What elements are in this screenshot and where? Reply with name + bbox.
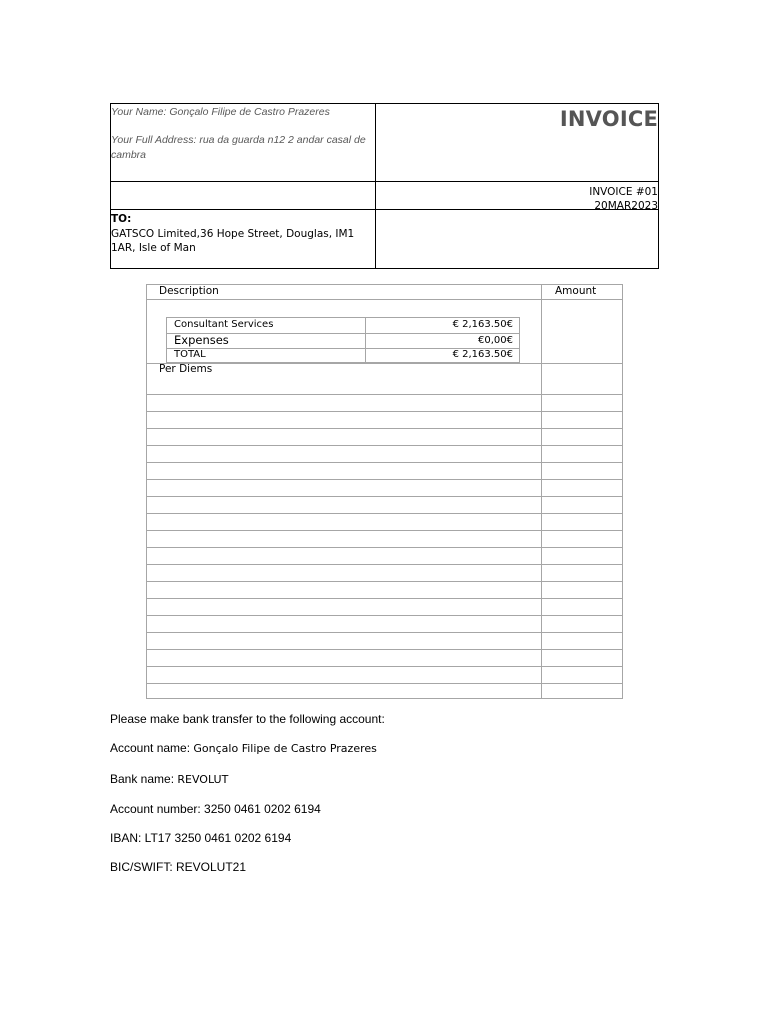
bank-name-value: REVOLUT [177, 773, 229, 786]
row-divider [147, 564, 622, 565]
to-label: TO: [111, 213, 132, 225]
item-label: Consultant Services [174, 319, 274, 330]
account-name-value: Gonçalo Filipe de Castro Prazeres [193, 742, 377, 755]
item-row [167, 348, 519, 362]
row-divider [147, 547, 622, 548]
item-row [167, 318, 519, 333]
row-divider [147, 513, 622, 514]
item-value: € 2,163.50€ [452, 349, 513, 360]
row-divider [147, 666, 622, 667]
row-divider [147, 445, 622, 446]
item-value: € 2,163.50€ [452, 319, 513, 330]
row-divider [147, 649, 622, 650]
row-divider [147, 428, 622, 429]
invoice-header [110, 103, 659, 269]
description-header: Description [159, 285, 219, 297]
header-divider [147, 299, 622, 300]
invoice-number: INVOICE #01 [589, 186, 658, 198]
account-name-line [110, 741, 377, 755]
line-items-table [146, 284, 623, 699]
title-cell [375, 103, 659, 182]
iban: IBAN: LT17 3250 0461 0202 6194 [110, 831, 292, 845]
row-divider [147, 411, 622, 412]
invoice-date: 20MAR2023 [594, 200, 658, 212]
row-divider [147, 530, 622, 531]
sender-cell [110, 103, 376, 182]
invoice-meta-cell [375, 181, 659, 210]
bank-name-label: Bank name: [110, 772, 178, 786]
bank-intro: Please make bank transfer to the following account: [110, 712, 385, 726]
row-divider [147, 496, 622, 497]
item-value: €0,00€ [478, 335, 513, 346]
row-divider [147, 394, 622, 395]
row-divider [147, 598, 622, 599]
row-divider [147, 462, 622, 463]
row-divider [147, 683, 622, 684]
account-name-label: Account name: [110, 741, 194, 755]
item-row [167, 333, 519, 348]
recipient-address: GATSCO Limited,36 Hope Street, Douglas, IM1 1AR, Isle of Man [111, 228, 355, 254]
sender-address: Your Full Address: rua da guarda n12 2 andar casal de cambra [111, 134, 366, 161]
column-divider [541, 285, 542, 698]
item-label: TOTAL [174, 349, 206, 360]
row-divider [147, 632, 622, 633]
items-subtable [166, 317, 520, 363]
recipient-cell [110, 209, 376, 269]
row-divider [147, 363, 622, 364]
empty-cell [110, 181, 376, 210]
row-divider [147, 581, 622, 582]
invoice-title: INVOICE [559, 107, 658, 131]
account-number: Account number: 3250 0461 0202 6194 [110, 802, 321, 816]
empty-cell-right [375, 209, 659, 269]
bank-name-line [110, 772, 228, 786]
row-divider [147, 615, 622, 616]
row-divider [147, 479, 622, 480]
bic-swift: BIC/SWIFT: REVOLUT21 [110, 860, 247, 874]
per-diems-label: Per Diems [159, 363, 213, 375]
amount-header: Amount [555, 285, 597, 297]
item-label: Expenses [174, 333, 229, 347]
sender-name: Your Name: Gonçalo Filipe de Castro Prazeres [111, 106, 330, 118]
